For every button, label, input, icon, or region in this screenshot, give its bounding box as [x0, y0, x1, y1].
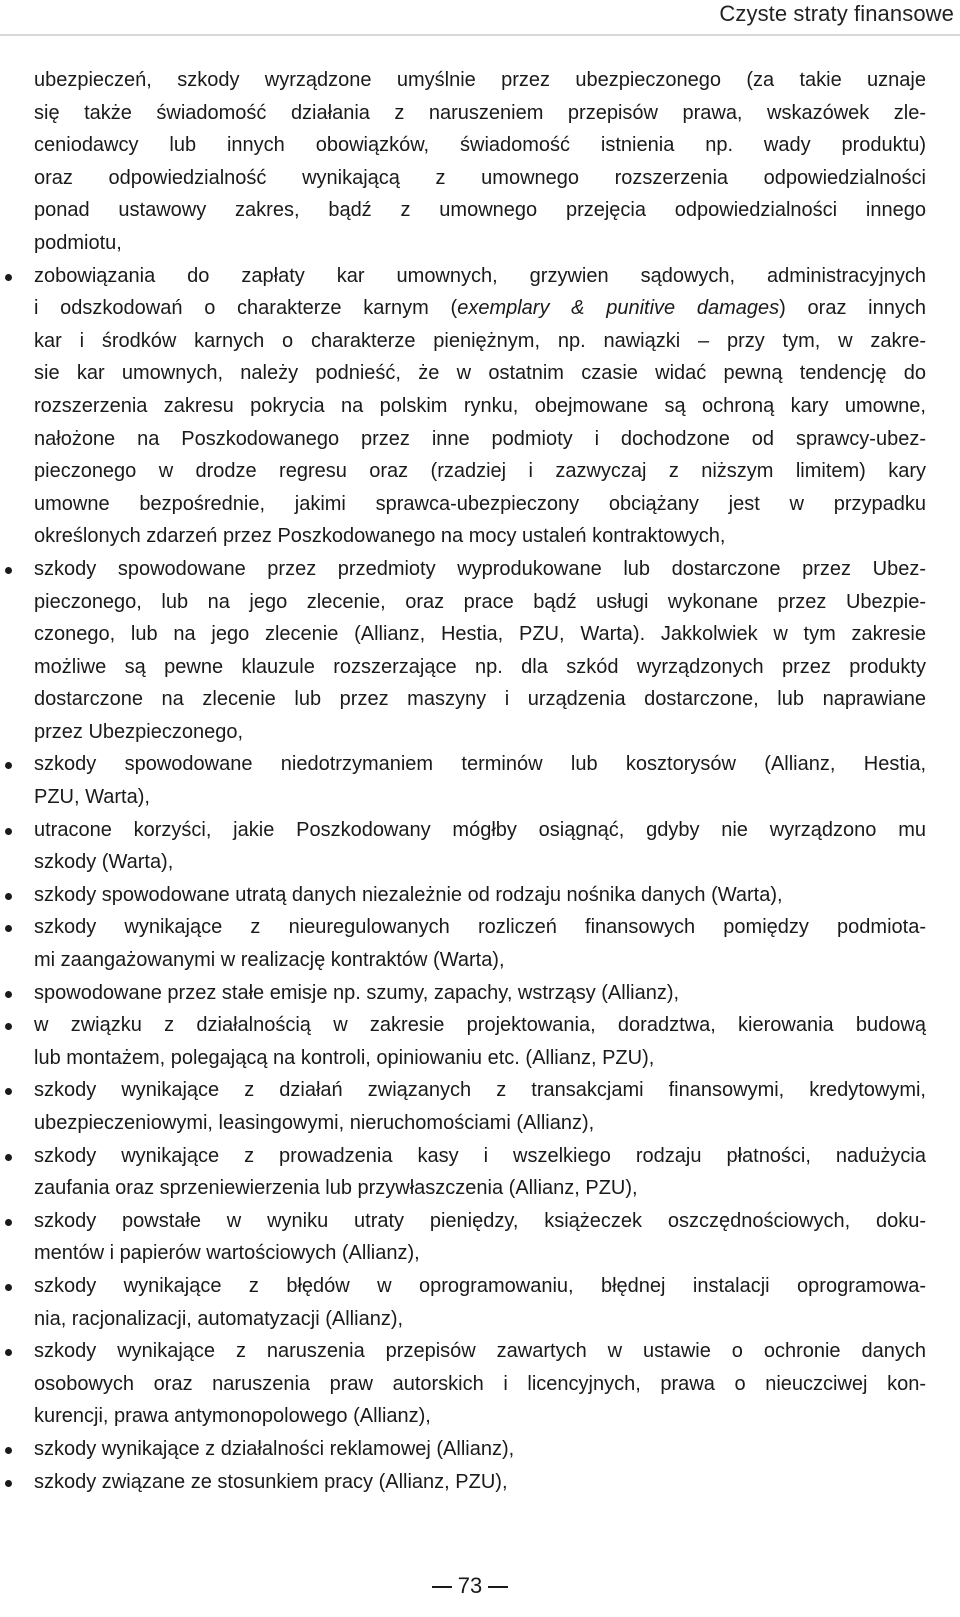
- page-footer: [0, 1571, 960, 1601]
- page-body: [34, 64, 926, 1498]
- text-line: szkody spowodowane niedotrzymaniem terminów lub kosztorysów (Allianz, Hestia,: [34, 753, 926, 776]
- text-line: rozszerzenia zakresu pokrycia na polskim rynku, obejmowane są ochroną kary umowne,: [34, 394, 926, 417]
- text-line: mi zaangażowanymi w realizację kontraktów (Warta),: [34, 949, 505, 972]
- list-item: [34, 553, 926, 749]
- bullet-icon: [4, 977, 14, 1010]
- text-line: pieczonego w drodze regresu oraz (rzadziej i zazwyczaj z niższym limitem) kary: [34, 460, 926, 483]
- text-line: szkody spowodowane przez przedmioty wyprodukowane lub dostarczone przez Ubez-: [34, 557, 926, 580]
- footer-dash: [488, 1586, 508, 1588]
- italic-term: exemplary & punitive damages: [457, 297, 780, 320]
- text-run: ) oraz innych: [779, 297, 926, 320]
- footer-dash: [432, 1586, 452, 1588]
- text-line: utracone korzyści, jakie Poszkodowany mógłby osiągnąć, gdyby nie wyrządzono mu: [34, 818, 926, 841]
- text-line: sie kar umownych, należy podnieść, że w ostatnim czasie widać pewną tendencję do: [34, 362, 926, 385]
- intro-paragraph: [34, 64, 926, 260]
- text-line: nałożone na Poszkodowanego przez inne podmioty i dochodzone od sprawcy-ubez-: [34, 427, 926, 450]
- text-line: oraz odpowiedzialność wynikającą z umownego rozszerzenia odpowiedzialności: [34, 166, 926, 189]
- text-line: ponad ustawowy zakres, bądź z umownego przejęcia odpowiedzialności innego: [34, 199, 926, 222]
- list-item: [34, 1433, 926, 1466]
- text-line: kurencji, prawa antymonopolowego (Allianz),: [34, 1405, 431, 1428]
- text-line: przez Ubezpieczonego,: [34, 720, 244, 743]
- list-item: [34, 1074, 926, 1139]
- text-line: szkody wynikające z naruszenia przepisów zawartych w ustawie o ochronie danych: [34, 1340, 926, 1363]
- bullet-icon: [4, 1433, 14, 1466]
- bullet-icon: [4, 1140, 14, 1173]
- bullet-icon: [4, 911, 14, 944]
- text-line: zaufania oraz sprzeniewierzenia lub przywłaszczenia (Allianz, PZU),: [34, 1177, 638, 1200]
- text-line: dostarczone na zlecenie lub przez maszyny i urządzenia dostarczone, lub naprawiane: [34, 688, 926, 711]
- list-item: [34, 1466, 926, 1499]
- list-item: [34, 814, 926, 879]
- text-run: i odszkodowań o charakterze karnym (: [34, 297, 458, 320]
- running-title: Czyste straty finansowe: [719, 1, 954, 26]
- list-item: [34, 1205, 926, 1270]
- bullet-icon: [4, 748, 14, 781]
- list-item: [34, 1140, 926, 1205]
- text-line: ubezpieczeń, szkody wyrządzone umyślnie przez ubezpieczonego (za takie uznaje: [34, 69, 926, 91]
- text-line: szkody wynikające z działań związanych z transakcjami finansowymi, kredytowymi,: [34, 1079, 926, 1102]
- text-line: pieczonego, lub na jego zlecenie, oraz prace bądź usługi wykonane przez Ubezpie-: [34, 590, 926, 613]
- text-line: szkody spowodowane utratą danych niezależnie od rodzaju nośnika danych (Warta),: [34, 883, 783, 906]
- bullet-icon: [4, 260, 14, 293]
- list-item: [34, 1009, 926, 1074]
- text-line: ceniodawcy lub innych obowiązków, świadomość istnienia np. wady produktu): [34, 134, 926, 157]
- text-line: ubezpieczeniowymi, leasingowymi, nieruchomościami (Allianz),: [34, 1112, 595, 1134]
- bullet-icon: [4, 553, 14, 586]
- text-line: osobowych oraz naruszenia praw autorskich i licencyjnych, prawa o nieuczciwej kon-: [34, 1372, 926, 1395]
- bullet-icon: [4, 1074, 14, 1107]
- text-line: umowne bezpośrednie, jakimi sprawca-ubezpieczony obciążany jest w przypadku: [34, 492, 926, 515]
- text-line: podmiotu,: [34, 231, 122, 254]
- list-item: [34, 1270, 926, 1335]
- bullet-icon: [4, 1270, 14, 1303]
- text-line: szkody wynikające z błędów w oprogramowaniu, błędnej instalacji oprogramowa-: [34, 1274, 926, 1297]
- list-item: [34, 1335, 926, 1433]
- text-line: nia, racjonalizacji, automatyzacji (Allianz),: [34, 1307, 404, 1330]
- bullet-icon: [4, 1466, 14, 1499]
- bullet-icon: [4, 1205, 14, 1238]
- text-line: szkody wynikające z działalności reklamowej (Allianz),: [34, 1437, 515, 1460]
- list-item: [34, 911, 926, 976]
- text-line: możliwe są pewne klauzule rozszerzające np. dla szkód wyrządzonych przez produkty: [34, 655, 926, 678]
- text-line: lub montażem, polegającą na kontroli, opiniowaniu etc. (Allianz, PZU),: [34, 1046, 655, 1069]
- text-line: czonego, lub na jego zlecenie (Allianz, Hestia, PZU, Warta). Jakkolwiek w tym zakresie: [34, 623, 926, 646]
- text-line: się także świadomość działania z naruszeniem przepisów prawa, wskazówek zle-: [34, 101, 926, 124]
- list-item: [34, 260, 926, 553]
- text-line: spowodowane przez stałe emisje np. szumy, zapachy, wstrząsy (Allianz),: [34, 981, 680, 1004]
- page-number: 73: [457, 1573, 483, 1598]
- text-line: szkody wynikające z prowadzenia kasy i wszelkiego rodzaju płatności, nadużycia: [34, 1144, 926, 1167]
- bullet-icon: [4, 1009, 14, 1042]
- running-header: [0, 0, 960, 36]
- text-line: szkody związane ze stosunkiem pracy (Allianz, PZU),: [34, 1470, 508, 1493]
- exclusion-list: [34, 260, 926, 1499]
- text-line: kar i środków karnych o charakterze pieniężnym, np. nawiązki – przy tym, w zakre-: [34, 329, 926, 352]
- text-line: szkody (Warta),: [34, 851, 174, 874]
- bullet-icon: [4, 879, 14, 912]
- text-line: szkody powstałe w wyniku utraty pieniędzy, książeczek oszczędnościowych, doku-: [34, 1209, 926, 1232]
- text-line: [34, 292, 926, 325]
- text-line: szkody wynikające z nieuregulowanych rozliczeń finansowych pomiędzy podmiota-: [34, 916, 926, 939]
- list-item: [34, 977, 926, 1010]
- text-line: w związku z działalnością w zakresie projektowania, doradztwa, kierowania budową: [34, 1014, 926, 1037]
- bullet-icon: [4, 814, 14, 847]
- header-rule: [0, 34, 960, 36]
- text-line: określonych zdarzeń przez Poszkodowanego na mocy ustaleń kontraktowych,: [34, 525, 726, 548]
- text-line: zobowiązania do zapłaty kar umownych, grzywien sądowych, administracyjnych: [34, 264, 926, 287]
- text-line: PZU, Warta),: [34, 786, 150, 809]
- text-line: mentów i papierów wartościowych (Allianz),: [34, 1242, 420, 1265]
- list-item: [34, 879, 926, 912]
- list-item: [34, 748, 926, 813]
- bullet-icon: [4, 1335, 14, 1368]
